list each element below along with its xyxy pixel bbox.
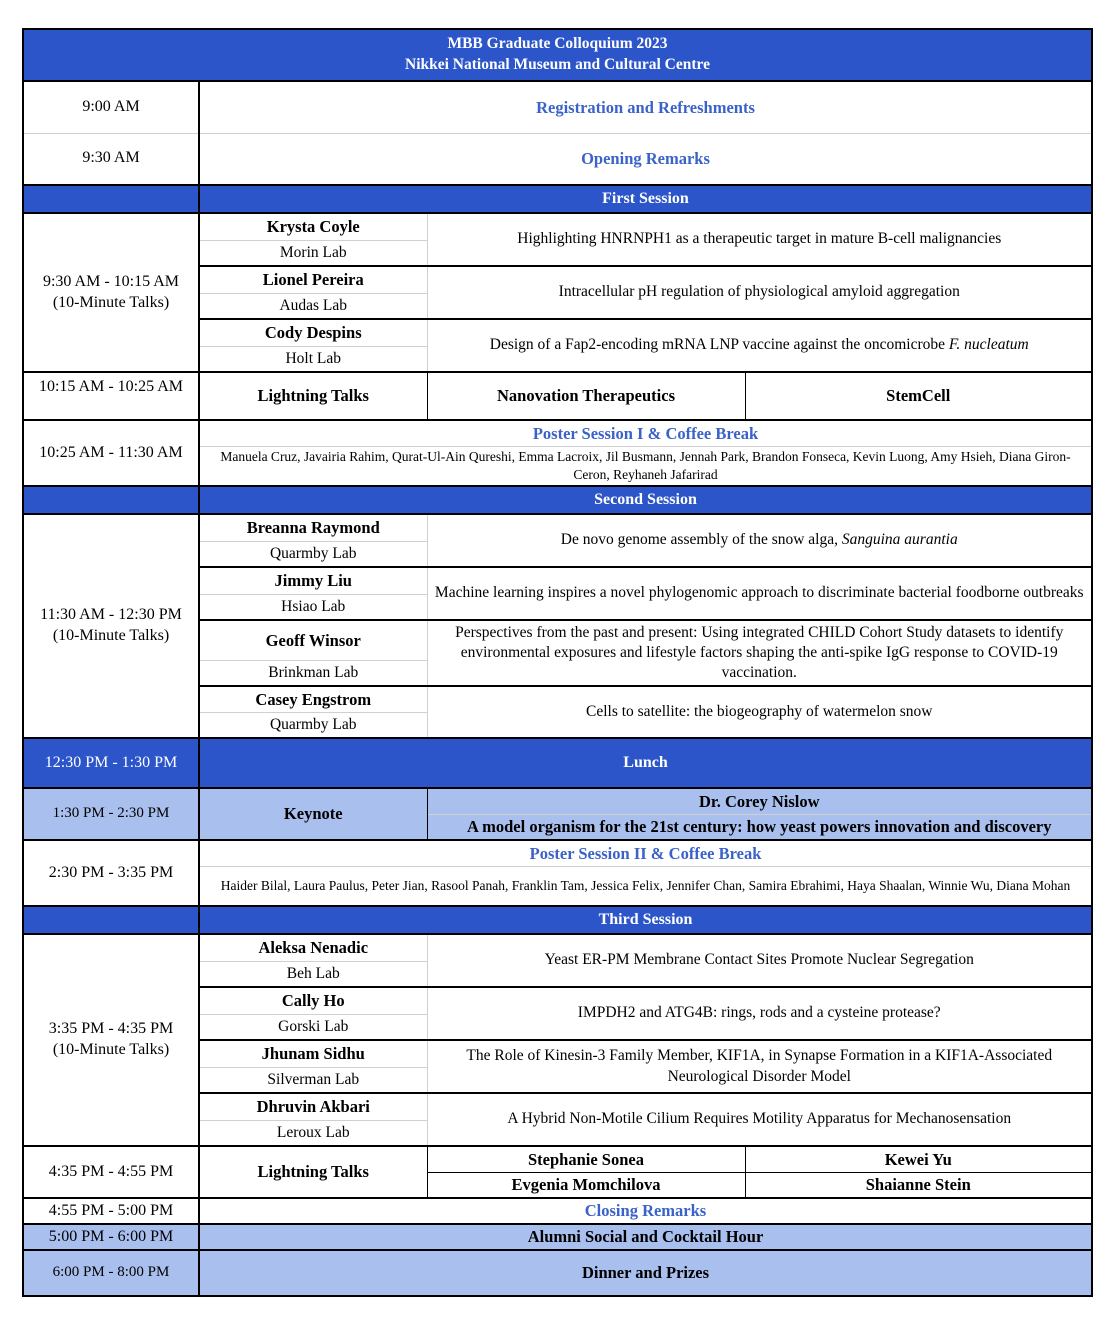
talk-title: Perspectives from the past and present: Using integrated CHILD Cohort Study datasets to identify environmental exposures and lifestyle factors shaping the anti-spike IgG response to COVID-19 vaccination. [427, 620, 1092, 686]
talk-title: Cells to satellite: the biogeography of watermelon snow [427, 686, 1092, 738]
title-line2: Nikkei National Museum and Cultural Centre [405, 56, 710, 73]
lab-name: Quarmby Lab [199, 541, 427, 567]
poster-title: Poster Session II & Coffee Break [199, 840, 1092, 866]
lightning-speaker: Nanovation Therapeutics [427, 372, 745, 420]
lab-name: Hsiao Lab [199, 594, 427, 620]
time-cell: 2:30 PM - 3:35 PM [23, 840, 199, 906]
poster-row [23, 420, 1092, 446]
time-cell: 12:30 PM - 1:30 PM [23, 738, 199, 788]
lightning-row [23, 1146, 1092, 1172]
session-note: (10-Minute Talks) [52, 1041, 170, 1058]
lightning-speaker: Kewei Yu [745, 1146, 1092, 1172]
time-cell [23, 213, 199, 372]
time-cell [23, 934, 199, 1146]
lab-name: Morin Lab [199, 240, 427, 266]
schedule-table [22, 28, 1093, 1297]
schedule-row [23, 1250, 1092, 1296]
talk-title-text: Design of a Fap2-encoding mRNA LNP vaccine against the oncomicrobe [489, 336, 946, 354]
time-cell: 4:55 PM - 5:00 PM [23, 1198, 199, 1224]
lab-name: Brinkman Lab [199, 660, 427, 686]
lab-name: Audas Lab [199, 293, 427, 319]
keynote-label: Keynote [199, 788, 427, 840]
speaker-name: Jimmy Liu [199, 567, 427, 594]
session-note: (10-Minute Talks) [52, 627, 170, 644]
poster-presenters: Manuela Cruz, Javairia Rahim, Qurat-Ul-Ain Qureshi, Emma Lacroix, Jil Busmann, Jennah Park, Brandon Fonseca, Kevin Luong, Amy Hsieh, Diana Giron-Ceron, Reyhaneh Jafarirad [199, 446, 1092, 486]
speaker-name: Aleksa Nenadic [199, 934, 427, 961]
talk-title: Highlighting HNRNPH1 as a therapeutic target in mature B-cell malignancies [427, 213, 1092, 266]
talk-title-text: De novo genome assembly of the snow alga, [560, 531, 838, 549]
page-title [23, 29, 1092, 81]
session-header-row [23, 486, 1092, 514]
closing-remarks-label: Closing Remarks [199, 1198, 1092, 1224]
lightning-label: Lightning Talks [199, 1146, 427, 1198]
keynote-row [23, 788, 1092, 814]
band-spacer [23, 906, 199, 934]
talk-title-italic: Sanguina aurantia [841, 531, 958, 549]
time-cell: 10:25 AM - 11:30 AM [23, 420, 199, 486]
session-header: First Session [199, 185, 1092, 213]
dinner-label: Dinner and Prizes [199, 1250, 1092, 1296]
lab-name: Quarmby Lab [199, 712, 427, 738]
schedule-row [23, 1198, 1092, 1224]
speaker-name: Jhunam Sidhu [199, 1040, 427, 1067]
session-time: 3:35 PM - 4:35 PM [48, 1020, 174, 1038]
speaker-name: Casey Engstrom [199, 686, 427, 712]
session-note: (10-Minute Talks) [52, 293, 170, 311]
talk-title: Yeast ER-PM Membrane Contact Sites Promote Nuclear Segregation [427, 934, 1092, 987]
talk-title: Machine learning inspires a novel phylogenomic approach to discriminate bacterial foodborne outbreaks [427, 567, 1092, 620]
schedule-row [23, 1224, 1092, 1250]
poster-presenters: Haider Bilal, Laura Paulus, Peter Jian, Rasool Panah, Franklin Tam, Jessica Felix, Jennifer Chan, Samira Ebrahimi, Haya Shaalan, Winnie Wu, Diana Mohan [199, 866, 1092, 906]
lightning-speaker: StemCell [745, 372, 1092, 420]
speaker-name: Lionel Pereira [199, 266, 427, 293]
title-row [23, 29, 1092, 81]
lab-name: Leroux Lab [199, 1120, 427, 1146]
session-header-row [23, 185, 1092, 213]
time-cell [23, 514, 199, 738]
speaker-name: Breanna Raymond [199, 514, 427, 541]
lightning-speaker: Stephanie Sonea [427, 1146, 745, 1172]
lunch-row [23, 738, 1092, 788]
time-cell: 1:30 PM - 2:30 PM [23, 788, 199, 840]
talk-row [23, 213, 1092, 240]
lightning-label: Lightning Talks [199, 372, 427, 420]
alumni-social-label: Alumni Social and Cocktail Hour [199, 1224, 1092, 1250]
title-line1: MBB Graduate Colloquium 2023 [447, 35, 668, 53]
lab-name: Gorski Lab [199, 1014, 427, 1040]
band-spacer [23, 185, 199, 213]
talk-title [427, 514, 1092, 567]
talk-title-italic: F. nucleatum [948, 336, 1029, 354]
talk-title [427, 319, 1092, 372]
lab-name: Silverman Lab [199, 1067, 427, 1093]
poster-row [23, 840, 1092, 866]
speaker-name: Krysta Coyle [199, 213, 427, 240]
talk-row [23, 934, 1092, 961]
lightning-speaker: Evgenia Momchilova [427, 1172, 745, 1198]
band-spacer [23, 486, 199, 514]
lunch-label: Lunch [199, 738, 1092, 788]
lightning-speaker: Shaianne Stein [745, 1172, 1092, 1198]
time-cell: 9:30 AM [23, 133, 199, 185]
session-time: 11:30 AM - 12:30 PM [40, 606, 182, 624]
schedule-row [23, 81, 1092, 133]
opening-remarks-label: Opening Remarks [199, 133, 1092, 185]
speaker-name: Geoff Winsor [199, 620, 427, 660]
time-cell: 9:00 AM [23, 81, 199, 133]
session-header: Second Session [199, 486, 1092, 514]
speaker-name: Cody Despins [199, 319, 427, 346]
poster-title: Poster Session I & Coffee Break [199, 420, 1092, 446]
talk-title: A Hybrid Non-Motile Cilium Requires Motility Apparatus for Mechanosensation [427, 1093, 1092, 1146]
session-header-row [23, 906, 1092, 934]
time-cell: 4:35 PM - 4:55 PM [23, 1146, 199, 1198]
session-time: 9:30 AM - 10:15 AM [42, 272, 179, 290]
session-header: Third Session [199, 906, 1092, 934]
time-cell: 6:00 PM - 8:00 PM [23, 1250, 199, 1296]
talk-title: IMPDH2 and ATG4B: rings, rods and a cysteine protease? [427, 987, 1092, 1040]
time-cell: 10:15 AM - 10:25 AM [23, 372, 199, 420]
lightning-row [23, 372, 1092, 420]
talk-title: The Role of Kinesin-3 Family Member, KIF1A, in Synapse Formation in a KIF1A-Associated Neurological Disorder Model [427, 1040, 1092, 1093]
speaker-name: Cally Ho [199, 987, 427, 1014]
keynote-speaker: Dr. Corey Nislow [427, 788, 1092, 814]
speaker-name: Dhruvin Akbari [199, 1093, 427, 1120]
keynote-title: A model organism for the 21st century: how yeast powers innovation and discovery [427, 814, 1092, 840]
talk-row [23, 514, 1092, 541]
lab-name: Holt Lab [199, 346, 427, 372]
lab-name: Beh Lab [199, 961, 427, 987]
registration-label: Registration and Refreshments [199, 81, 1092, 133]
time-cell: 5:00 PM - 6:00 PM [23, 1224, 199, 1250]
talk-title: Intracellular pH regulation of physiological amyloid aggregation [427, 266, 1092, 319]
schedule-row [23, 133, 1092, 185]
